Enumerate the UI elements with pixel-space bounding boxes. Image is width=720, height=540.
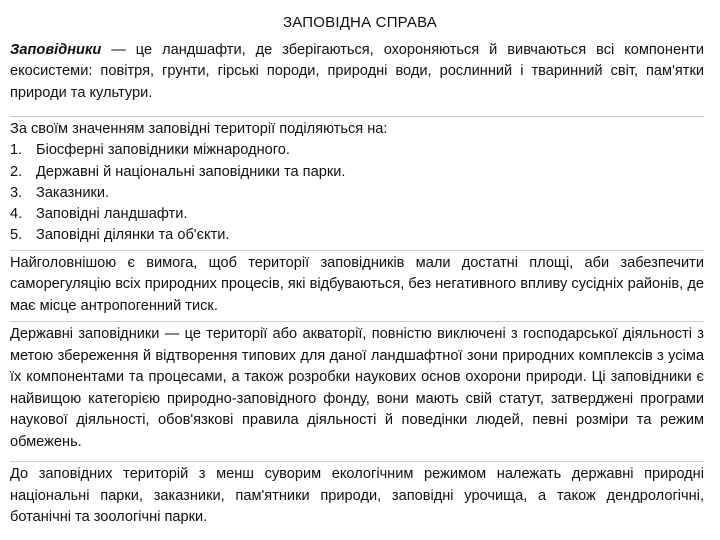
list-item: 2. Державні й національні заповідники та парки. bbox=[10, 163, 346, 180]
classification-section bbox=[10, 116, 704, 247]
requirement-paragraph: Найголовнішою є вимога, щоб території заповідників мали достатні площі, аби забезпечити саморегуляцію всіх природних процесів, які відбуваються, без негативного впливу сусідніх районів, де має місце антропогенний тиск. bbox=[10, 250, 704, 317]
list-item: 1. Біосферні заповідники міжнародного. bbox=[10, 142, 290, 159]
page-title: ЗАПОВІДНА СПРАВА bbox=[282, 14, 437, 31]
definition-text: — це ландшафти, де зберігаються, охороняються й вивчаються всі компоненти екосистеми: повітря, грунти, гірські породи, природні води, рослинний і тваринний світ, пам'ятки природи та культури. bbox=[10, 42, 704, 101]
classification-list bbox=[10, 140, 704, 246]
classification-intro: За своїм значенням заповідні території поділяються на: bbox=[10, 121, 388, 137]
state-reserves-paragraph: Державні заповідники — це території або акваторії, повністю виключені з господарської діяльності з метою збереження й відтворення типових для даної ландшафтної зони природних комплексів з усіма їх компонентами та процесами, а також розробки наукових основ охорони природи. Ці заповідники є найвищою категорією природно-заповідного фонду, вони мають свій статут, затверджені програми наукової діяльності, обов'язкові правила діяльності й поведінки людей, певні розміри та режим обмежень. bbox=[10, 321, 704, 454]
list-item: 3. Заказники. bbox=[10, 184, 110, 201]
definition-paragraph bbox=[10, 40, 704, 104]
less-strict-paragraph: До заповідних територій з менш суворим екологічним режимом належать державні природні національні парки, заказники, пам'ятники природи, заповідні урочища, а також дендрологічні, ботанічні та зоологічні парки. bbox=[10, 461, 704, 529]
list-item: 5. Заповідні ділянки та об'єкти. bbox=[10, 227, 230, 244]
list-item: 4. Заповідні ландшафти. bbox=[10, 206, 188, 223]
definition-term: Заповідники bbox=[10, 42, 102, 58]
